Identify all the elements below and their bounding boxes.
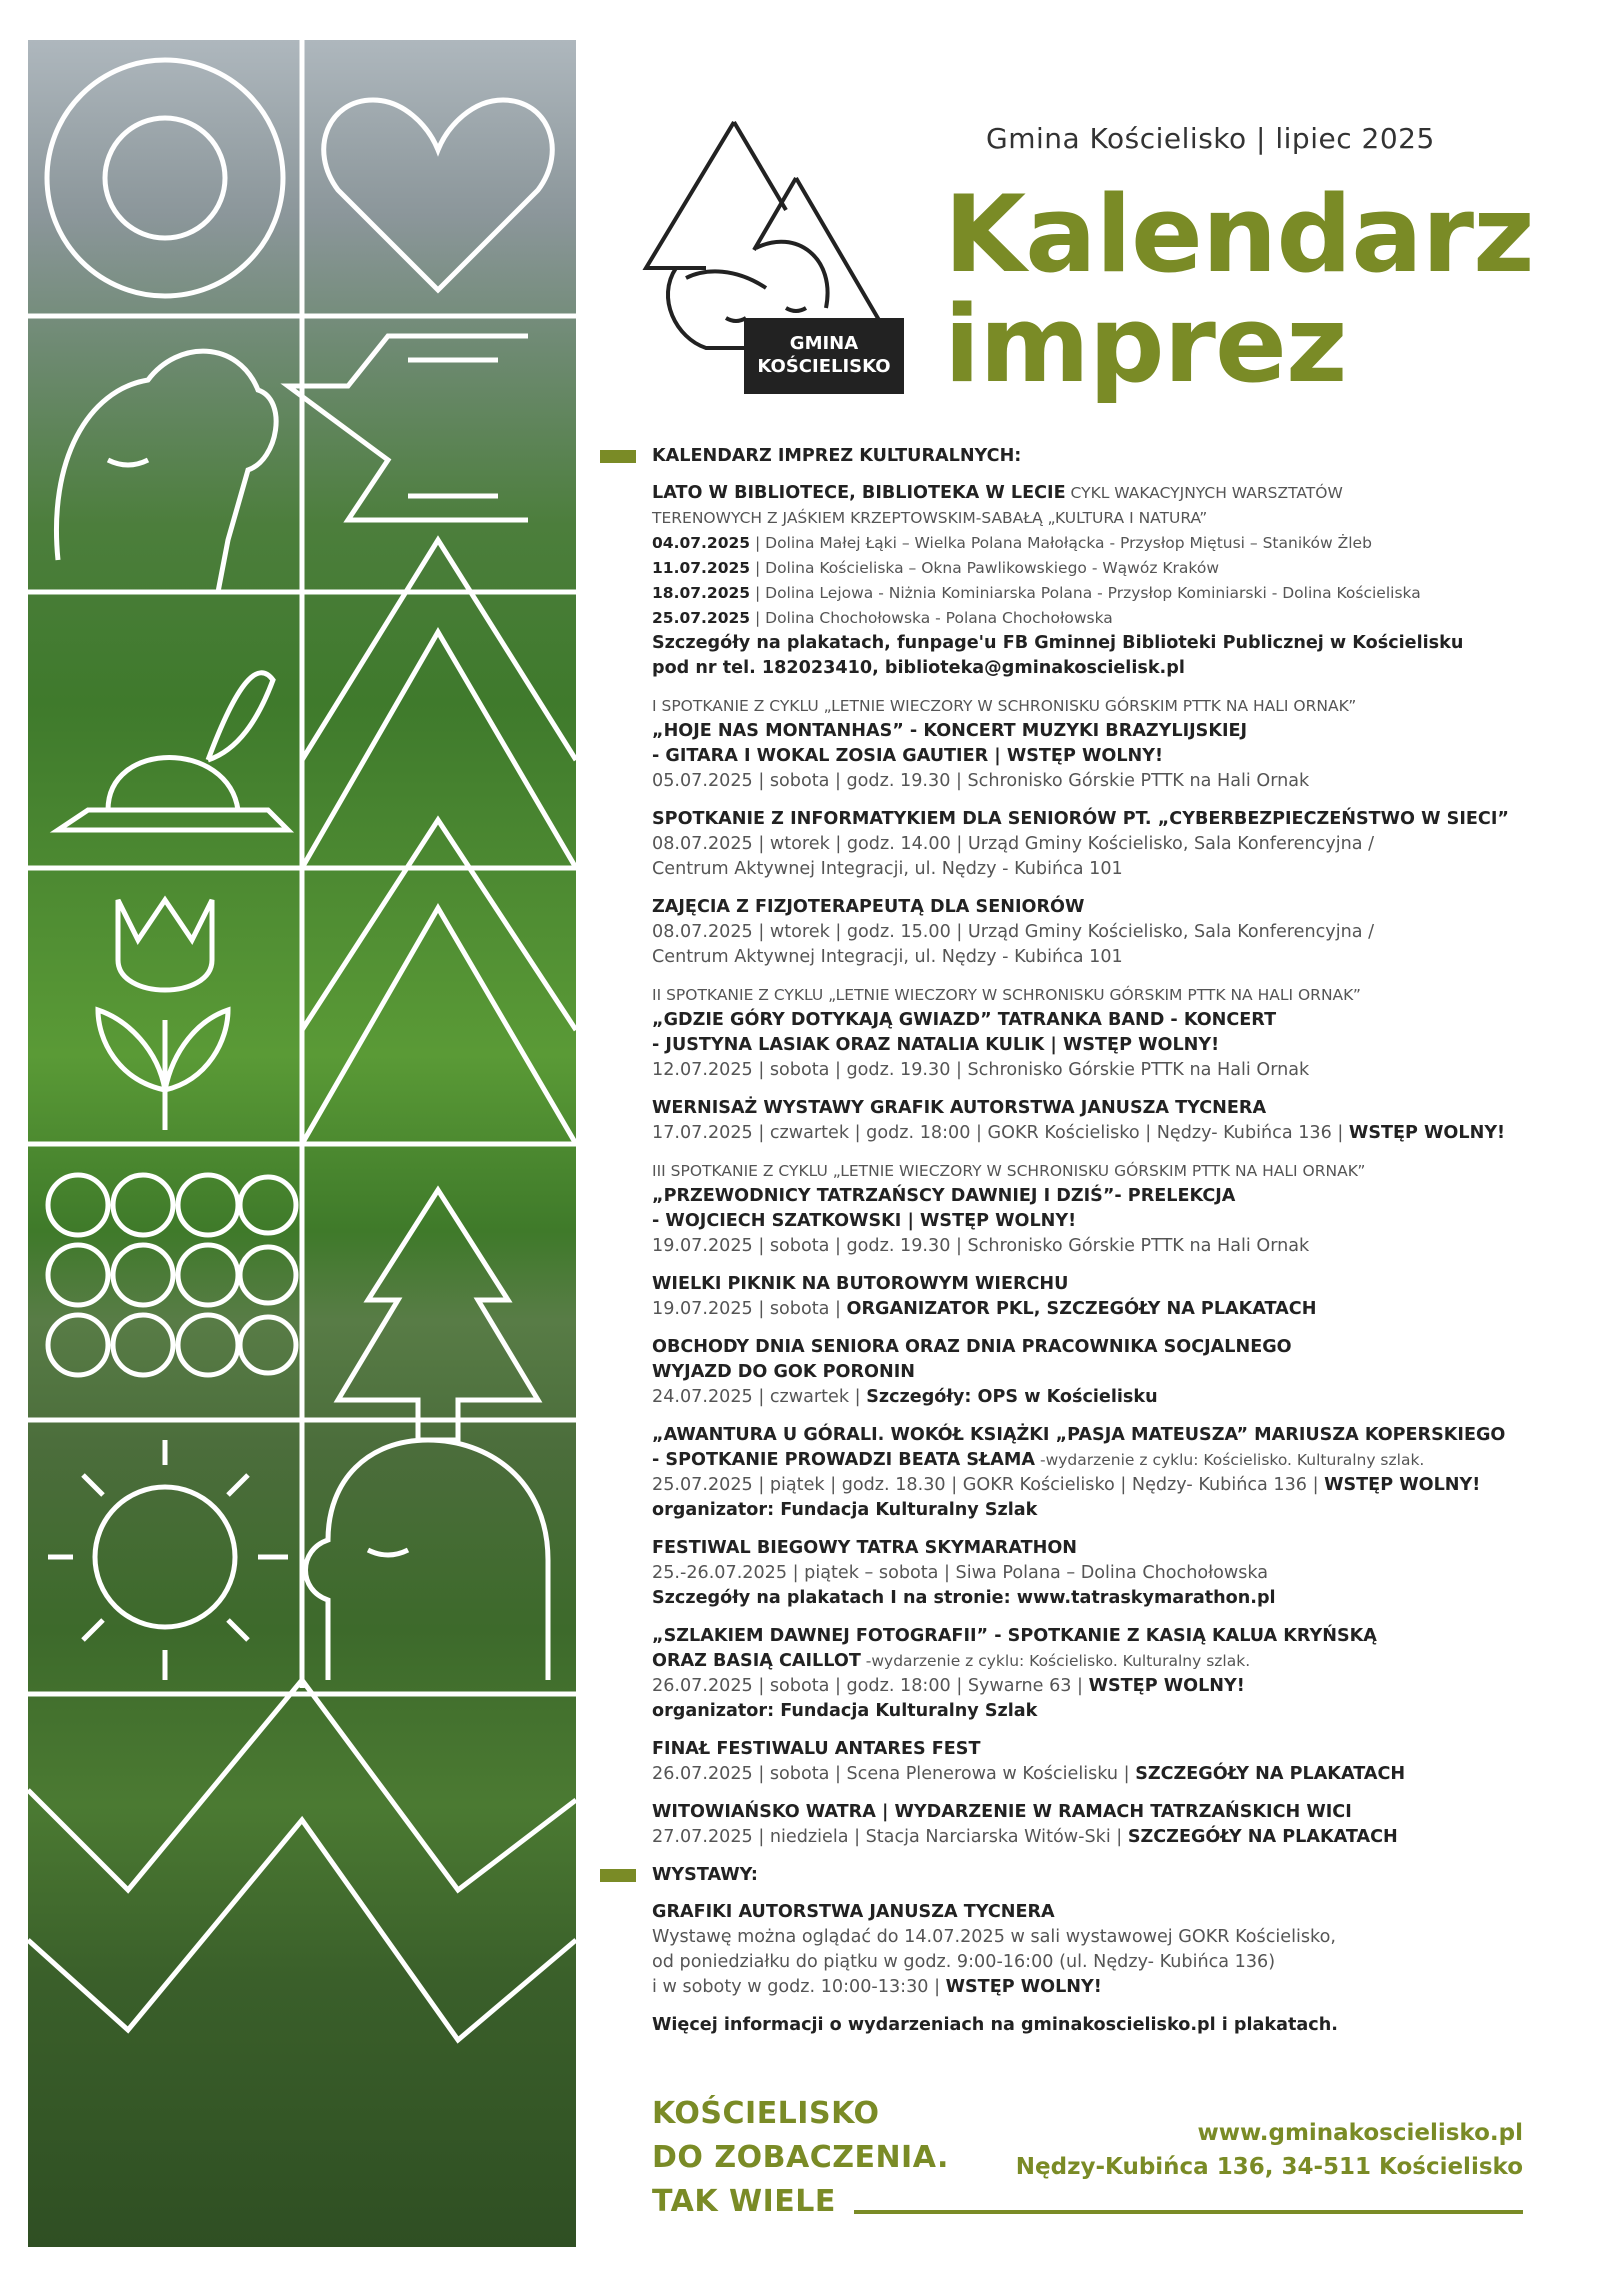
footer-slogan <box>652 2092 949 2224</box>
free-entry: | WSTĘP WOLNY! <box>988 746 1164 766</box>
title-line-1: Kalendarz <box>944 173 1534 296</box>
title-line-2: imprez <box>944 283 1347 406</box>
event-skymarathon <box>652 1536 1552 1611</box>
event-date-row: 11.07.2025 | Dolina Kościeliska – Okna Pawlikowskiego - Wąwóz Kraków <box>652 559 1220 577</box>
page-title <box>944 173 1534 406</box>
logo-text-line1: GMINA <box>789 333 859 354</box>
event-details: 17.07.2025 | czwartek | godz. 18:00 | GOKR Kościelisko | Nędzy- Kubińca 136 | <box>652 1123 1349 1143</box>
free-entry: | WSTĘP WOLNY! <box>1044 1035 1220 1055</box>
event-title: SPOTKANIE Z INFORMATYKIEM DLA SENIORÓW PT. „CYBERBEZPIECZEŃSTWO W SIECI” <box>652 809 1509 829</box>
event-title: „SZLAKIEM DAWNEJ FOTOGRAFII” - SPOTKANIE Z KASIĄ KALUA KRYŃSKĄ <box>652 1626 1377 1646</box>
exhibit-details: od poniedziałku do piątku w godz. 9:00-16:00 (ul. Nędzy- Kubińca 136) <box>652 1952 1276 1972</box>
event-details: 05.07.2025 | sobota | godz. 19.30 | Schronisko Górskie PTTK na Hali Ornak <box>652 771 1310 791</box>
event-title: WITOWIAŃSKO WATRA | WYDARZENIE W RAMACH TATRZAŃSKICH WICI <box>652 1802 1352 1822</box>
culture-section-heading <box>652 444 1552 469</box>
event-title: „AWANTURA U GÓRALI. WOKÓŁ KSIĄŻKI „PASJA MATEUSZA” MARIUSZA KOPERSKIEGO <box>652 1425 1506 1445</box>
event-title: WIELKI PIKNIK NA BUTOROWYM WIERCHU <box>652 1274 1069 1294</box>
event-title: OBCHODY DNIA SENIORA ORAZ DNIA PRACOWNIKA SOCJALNEGO <box>652 1337 1292 1357</box>
event-senior-day <box>652 1335 1552 1410</box>
event-series: III SPOTKANIE Z CYKLU „LETNIE WIECZORY W SCHRONISKU GÓRSKIM PTTK NA HALI ORNAK” <box>652 1162 1366 1180</box>
website-link[interactable]: www.gminakoscielisko.pl <box>1197 2120 1523 2146</box>
events-content <box>652 444 1552 2038</box>
event-organizer: organizator: Fundacja Kulturalny Szlak <box>652 1500 1038 1520</box>
exhibit-details: i w soboty w godz. 10:00-13:30 | <box>652 1977 946 1997</box>
slogan-line-2: DO ZOBACZENIA. <box>652 2140 949 2175</box>
event-note: ORGANIZATOR PKL, SZCZEGÓŁY NA PLAKATACH <box>846 1299 1317 1319</box>
event-details: 27.07.2025 | niedziela | Stacja Narciarska Witów-Ski | <box>652 1827 1128 1847</box>
exhibit-title: GRAFIKI AUTORSTWA JANUSZA TYCNERA <box>652 1902 1055 1922</box>
event-title: - WOJCIECH SZATKOWSKI <box>652 1211 902 1231</box>
event-physio <box>652 895 1552 970</box>
section-marker <box>600 1869 636 1882</box>
event-tatranka <box>652 983 1552 1083</box>
event-details: 19.07.2025 | sobota | <box>652 1299 847 1319</box>
event-organizer: organizator: Fundacja Kulturalny Szlak <box>652 1701 1038 1721</box>
culture-section-label: KALENDARZ IMPREZ KULTURALNYCH: <box>652 446 1022 466</box>
section-marker <box>600 450 636 463</box>
event-details: 26.07.2025 | sobota | godz. 18:00 | Sywarne 63 | <box>652 1676 1089 1696</box>
header-month-line: Gmina Kościelisko | lipiec 2025 <box>986 122 1435 155</box>
event-info: Szczegóły na plakatach, funpage'u FB Gminnej Biblioteki Publicznej w Kościelisku <box>652 633 1464 653</box>
event-series: I SPOTKANIE Z CYKLU „LETNIE WIECZORY W SCHRONISKU GÓRSKIM PTTK NA HALI ORNAK” <box>652 697 1357 715</box>
event-watra <box>652 1800 1552 1850</box>
event-details: Centrum Aktywnej Integracji, ul. Nędzy - Kubińca 101 <box>652 859 1123 879</box>
logo-badge <box>744 318 904 394</box>
event-title: „HOJE NAS MONTANHAS” - KONCERT MUZYKI BRAZYLIJSKIEJ <box>652 721 1248 741</box>
event-title: LATO W BIBLIOTECE, BIBLIOTEKA W LECIE <box>652 483 1066 503</box>
event-title: ZAJĘCIA Z FIZJOTERAPEUTĄ DLA SENIORÓW <box>652 897 1085 917</box>
slogan-line-3: TAK WIELE <box>652 2184 836 2219</box>
event-title: WERNISAŻ WYSTAWY GRAFIK AUTORSTWA JANUSZA TYCNERA <box>652 1098 1267 1118</box>
exhibit-tycner <box>652 1900 1552 2000</box>
event-title: WYJAZD DO GOK PORONIN <box>652 1362 915 1382</box>
decorative-mosaic-panel <box>28 40 576 2247</box>
event-info: Szczegóły na plakatach I na stronie: www.tatraskymarathon.pl <box>652 1588 1276 1608</box>
event-guides <box>652 1159 1552 1259</box>
event-picnic <box>652 1272 1552 1322</box>
event-awantura <box>652 1423 1552 1523</box>
gmina-logo <box>636 118 892 390</box>
event-antares <box>652 1737 1552 1787</box>
logo-text-line2: KOŚCIELISKO <box>757 356 891 377</box>
event-title: - SPOTKANIE PROWADZI BEATA SŁAMA <box>652 1450 1036 1470</box>
event-note: Szczegóły: OPS w Kościelisku <box>866 1387 1158 1407</box>
event-info: pod nr tel. 182023410, biblioteka@gminakoscielisk.pl <box>652 658 1185 678</box>
event-title: „PRZEWODNICY TATRZAŃSCY DAWNIEJ I DZIŚ”- PRELEKCJA <box>652 1186 1236 1206</box>
event-details: 25.07.2025 | piątek | godz. 18.30 | GOKR Kościelisko | Nędzy- Kubińca 136 | <box>652 1475 1325 1495</box>
event-series: -wydarzenie z cyklu: Kościelisko. Kulturalny szlak. <box>860 1652 1251 1670</box>
event-title: - GITARA I WOKAL ZOSIA GAUTIER <box>652 746 989 766</box>
event-title: - JUSTYNA LASIAK ORAZ NATALIA KULIK <box>652 1035 1045 1055</box>
event-details: 24.07.2025 | czwartek | <box>652 1387 867 1407</box>
event-title: „GDZIE GÓRY DOTYKAJĄ GWIAZD” TATRANKA BAND - KONCERT <box>652 1010 1277 1030</box>
event-date-row: 18.07.2025 | Dolina Lejowa - Niżnia Kominiarska Polana - Przysłop Kominiarski - Dolina Kościeliska <box>652 584 1421 602</box>
event-photo-trail <box>652 1624 1552 1724</box>
event-date-row: 04.07.2025 | Dolina Małej Łąki – Wielka Polana Małołącka - Przysłop Miętusi – Staników Żleb <box>652 534 1372 552</box>
event-details: 26.07.2025 | sobota | Scena Plenerowa w Kościelisku | <box>652 1764 1136 1784</box>
event-details: 08.07.2025 | wtorek | godz. 15.00 | Urząd Gminy Kościelisko, Sala Konferencyjna / <box>652 922 1375 942</box>
event-cyber <box>652 807 1552 882</box>
footer-divider <box>854 2210 1523 2214</box>
event-date-row: 25.07.2025 | Dolina Chochołowska - Polana Chochołowska <box>652 609 1113 627</box>
event-series: -wydarzenie z cyklu: Kościelisko. Kulturalny szlak. <box>1035 1451 1425 1469</box>
free-entry: WSTĘP WOLNY! <box>945 1977 1102 1997</box>
address: Nędzy-Kubińca 136, 34-511 Kościelisko <box>1015 2154 1523 2180</box>
event-title: ORAZ BASIĄ CAILLOT <box>652 1651 861 1671</box>
event-subtitle: TERENOWYCH Z JAŚKIEM KRZEPTOWSKIM-SABAŁĄ „KULTURA I NATURA” <box>652 509 1208 527</box>
free-entry: WSTĘP WOLNY! <box>1324 1475 1481 1495</box>
more-info-line: Więcej informacji o wydarzeniach na gminakoscielisko.pl i plakatach. <box>652 2015 1338 2035</box>
event-hoje <box>652 694 1552 794</box>
event-vernissage <box>652 1096 1552 1146</box>
event-note: SZCZEGÓŁY NA PLAKATACH <box>1127 1827 1398 1847</box>
footer-contact <box>1016 2116 1523 2184</box>
event-library <box>652 481 1552 681</box>
event-details: Centrum Aktywnej Integracji, ul. Nędzy - Kubińca 101 <box>652 947 1123 967</box>
slogan-line-1: KOŚCIELISKO <box>652 2096 880 2131</box>
free-entry: WSTĘP WOLNY! <box>1348 1123 1506 1143</box>
free-entry: WSTĘP WOLNY! <box>1088 1676 1245 1696</box>
event-series: II SPOTKANIE Z CYKLU „LETNIE WIECZORY W SCHRONISKU GÓRSKIM PTTK NA HALI ORNAK” <box>652 986 1361 1004</box>
event-title: FESTIWAL BIEGOWY TATRA SKYMARATHON <box>652 1538 1078 1558</box>
event-subtitle: CYKL WAKACYJNYCH WARSZTATÓW <box>1065 484 1343 502</box>
event-details: 12.07.2025 | sobota | godz. 19.30 | Schronisko Górskie PTTK na Hali Ornak <box>652 1060 1310 1080</box>
folk-pattern-graphic <box>28 40 576 2247</box>
exhibitions-section-label: WYSTAWY: <box>652 1865 758 1885</box>
free-entry: | WSTĘP WOLNY! <box>901 1211 1077 1231</box>
exhibitions-section-heading <box>652 1863 1552 1888</box>
event-details: 08.07.2025 | wtorek | godz. 14.00 | Urząd Gminy Kościelisko, Sala Konferencyjna / <box>652 834 1375 854</box>
event-details: 25.-26.07.2025 | piątek – sobota | Siwa Polana – Dolina Chochołowska <box>652 1563 1269 1583</box>
event-title: FINAŁ FESTIWALU ANTARES FEST <box>652 1739 981 1759</box>
event-note: SZCZEGÓŁY NA PLAKATACH <box>1135 1764 1406 1784</box>
exhibit-details: Wystawę można oglądać do 14.07.2025 w sali wystawowej GOKR Kościelisko, <box>652 1927 1336 1947</box>
event-details: 19.07.2025 | sobota | godz. 19.30 | Schronisko Górskie PTTK na Hali Ornak <box>652 1236 1310 1256</box>
